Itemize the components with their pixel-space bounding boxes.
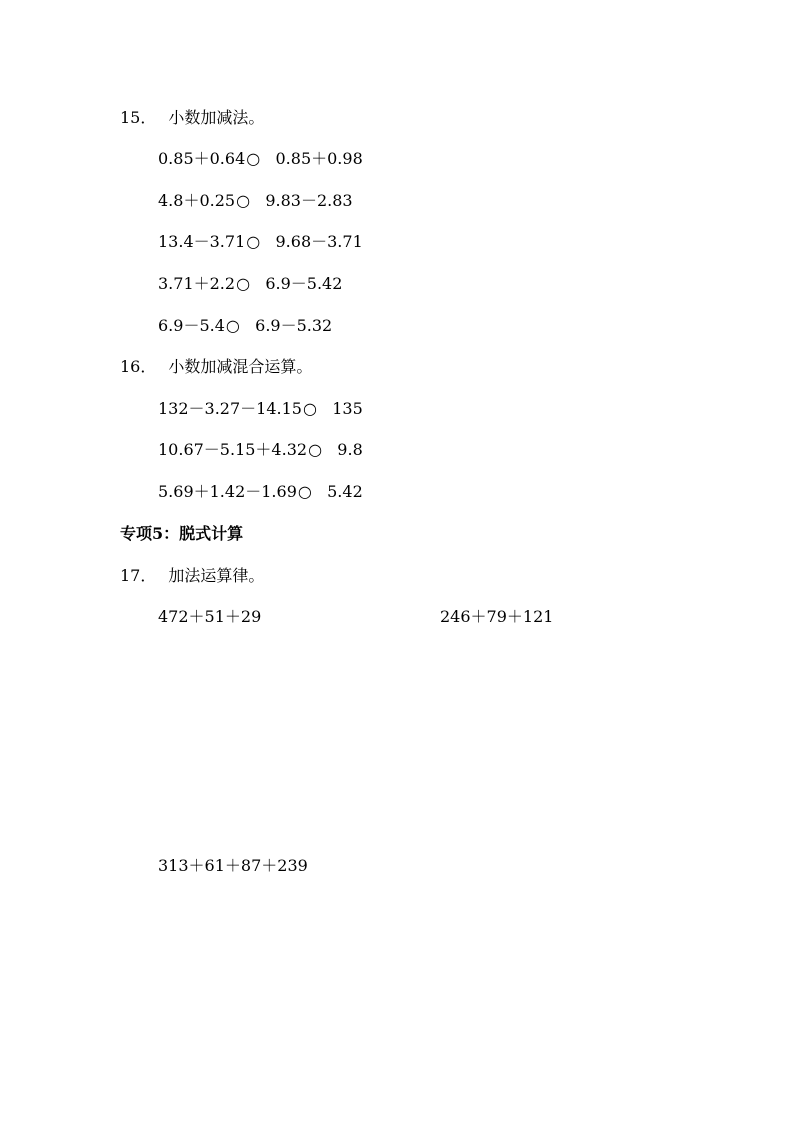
q15-item-2: [158, 191, 353, 211]
q16-item-3: [158, 482, 363, 502]
expr-left: 6.9－5.4: [158, 316, 225, 335]
expr-right: 6.9－5.32: [255, 316, 333, 335]
compare-circle[interactable]: ○: [297, 482, 312, 501]
q15-item-3: [158, 232, 363, 252]
compare-circle[interactable]: ○: [246, 149, 261, 168]
q17-title: [120, 566, 264, 586]
expr-left: 0.85＋0.64: [158, 149, 246, 168]
compare-circle[interactable]: ○: [225, 316, 240, 335]
expr-left: 4.8＋0.25: [158, 191, 236, 210]
section-heading: 专项5：脱式计算: [120, 524, 244, 543]
q17-expr-1: 472＋51＋29: [158, 607, 262, 626]
compare-circle[interactable]: ○: [302, 399, 317, 418]
q15-item-5: [158, 316, 332, 336]
expr-right: 135: [332, 399, 363, 418]
expr-right: 9.83－2.83: [265, 191, 353, 210]
q17-expr-2: 246＋79＋121: [440, 607, 554, 626]
q17-title-text: 加法运算律。: [168, 566, 265, 585]
compare-circle[interactable]: ○: [308, 440, 323, 459]
q15-item-1: [158, 149, 363, 169]
q16-number: 16．: [120, 357, 157, 376]
q16-item-1: [158, 399, 363, 419]
q16-title-text: 小数加减混合运算。: [168, 357, 313, 376]
q15-title-text: 小数加减法。: [168, 108, 265, 127]
expr-right: 6.9－5.42: [265, 274, 343, 293]
expr-right: 9.8: [337, 440, 363, 459]
expr-right: 0.85＋0.98: [275, 149, 363, 168]
expr-right: 5.42: [327, 482, 363, 501]
expr-left: 5.69＋1.42－1.69: [158, 482, 297, 501]
compare-circle[interactable]: ○: [236, 274, 251, 293]
q17-expr-3: 313＋61＋87＋239: [158, 856, 308, 875]
expr-right: 9.68－3.71: [275, 232, 363, 251]
expr-left: 13.4－3.71: [158, 232, 246, 251]
q15-title: [120, 108, 264, 128]
expr-left: 3.71＋2.2: [158, 274, 236, 293]
q16-item-2: [158, 440, 363, 460]
compare-circle[interactable]: ○: [246, 232, 261, 251]
q17-number: 17．: [120, 566, 157, 585]
expr-left: 10.67－5.15＋4.32: [158, 440, 308, 459]
compare-circle[interactable]: ○: [236, 191, 251, 210]
q15-item-4: [158, 274, 342, 294]
q15-number: 15．: [120, 108, 157, 127]
expr-left: 132－3.27－14.15: [158, 399, 302, 418]
q16-title: [120, 357, 312, 377]
